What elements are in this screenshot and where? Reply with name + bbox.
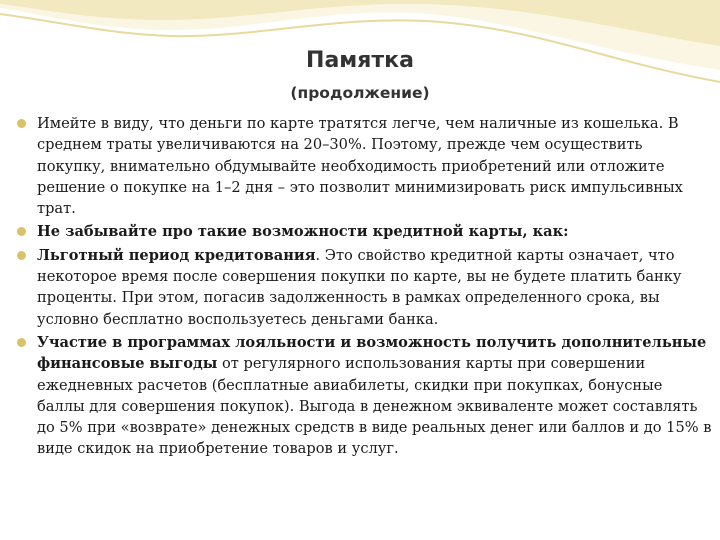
bullet-bold-text: Не забывайте про такие возможности кредитной карты, как: <box>37 223 569 241</box>
slide-title: Памятка <box>306 48 414 73</box>
bullet-dot-icon <box>17 251 26 260</box>
bullet-item <box>14 332 714 460</box>
bullet-dot-icon <box>17 227 26 236</box>
bullet-bold-text: Участие в программах лояльности и возможность получить дополнительные финансовые выгоды <box>37 333 707 373</box>
slide-content <box>14 113 714 462</box>
slide-subtitle: (продолжение) <box>290 84 430 102</box>
bullet-text: от регулярного использования карты при совершении ежедневных расчетов (бесплатные авиабилеты, скидки при покупках, бонусные баллы для совершения покупок). Выгода в денежном эквиваленте может составлять до 5% при «возврате» денежных средств в виде реальных денег или баллов и до 15% в виде скидок на приобретение товаров и услуг. <box>37 355 712 458</box>
bullet-dot-icon <box>17 119 26 128</box>
bullet-item <box>14 113 714 219</box>
bullet-text: Имейте в виду, что деньги по карте тратятся легче, чем наличные из кошелька. В среднем траты увеличиваются на 20–30%. Поэтому, прежде чем осуществить покупку, внимательно обдумывайте необходимость приобретений или отложите решение о покупке на 1–2 дня – это позволит минимизировать риск импульсивных трат. <box>37 115 683 218</box>
bullet-bold-text: Льготный период кредитования <box>37 246 316 264</box>
bullet-list <box>14 113 714 460</box>
bullet-item <box>14 245 714 330</box>
bullet-dot-icon <box>17 338 26 347</box>
bullet-text: . Это свойство кредитной карты означает, что некоторое время после совершения покупки по карте, вы не будете платить банку проценты. При этом, погасив задолженность в рамках определенного срока, вы условно бесплатно воспользуетесь деньгами банка. <box>37 246 682 328</box>
bullet-item <box>14 221 714 242</box>
